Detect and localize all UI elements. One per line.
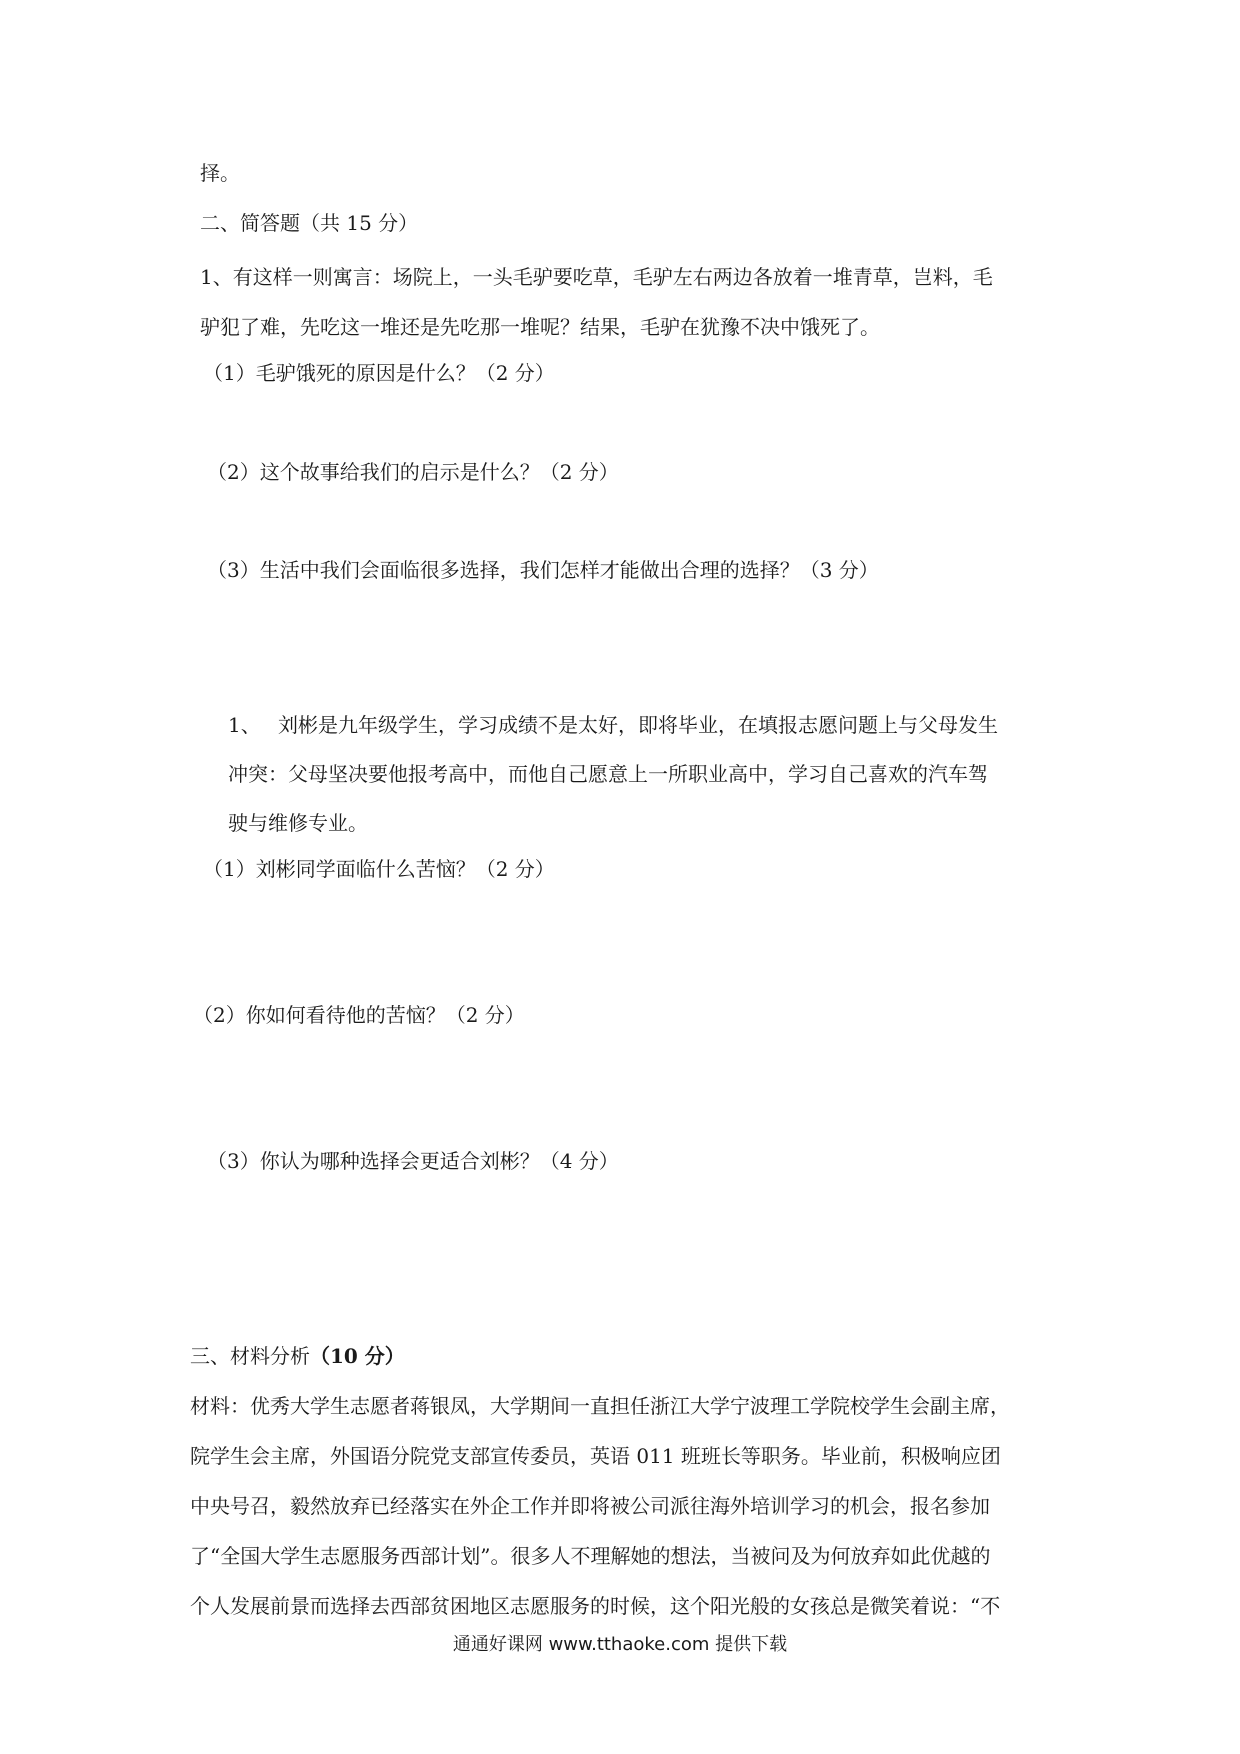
q2-sub-question-3: （3）你认为哪种选择会更适合刘彬？（4 分） bbox=[207, 1149, 619, 1173]
q2-sub-question-1: （1）刘彬同学面临什么苦恼？（2 分） bbox=[203, 857, 555, 881]
material-line-1: 材料：优秀大学生志愿者蒋银凤，大学期间一直担任浙江大学宁波理工学院校学生会副主席， bbox=[190, 1394, 1010, 1418]
q2-stem-line-1: 刘彬是九年级学生，学习成绩不是太好，即将毕业，在填报志愿问题上与父母发生 bbox=[278, 713, 998, 737]
continuation-line: 择。 bbox=[200, 161, 240, 185]
q1-stem-line-2: 驴犯了难，先吃这一堆还是先吃那一堆呢？结果，毛驴在犹豫不决中饿死了。 bbox=[200, 315, 880, 339]
page-footer: 通通好课网 www.tthaoke.com 提供下载 bbox=[452, 1634, 788, 1655]
material-line-5: 个人发展前景而选择去西部贫困地区志愿服务的时候，这个阳光般的女孩总是微笑着说：“不 bbox=[190, 1594, 1001, 1618]
q2-stem-line-3: 驶与维修专业。 bbox=[228, 811, 368, 835]
section-2-title: 二、简答题（共 15 分） bbox=[200, 211, 419, 235]
q2-sub-question-2: （2）你如何看待他的苦恼？（2 分） bbox=[193, 1003, 525, 1027]
material-line-3: 中央号召，毅然放弃已经落实在外企工作并即将被公司派往海外培训学习的机会，报名参加 bbox=[190, 1494, 990, 1518]
section-3-title-text: 三、材料分析 bbox=[190, 1344, 310, 1368]
q1-sub-question-1: （1）毛驴饿死的原因是什么？（2 分） bbox=[203, 361, 555, 385]
q2-stem-line-2: 冲突：父母坚决要他报考高中，而他自己愿意上一所职业高中，学习自己喜欢的汽车驾 bbox=[228, 762, 988, 786]
q1-sub-question-3: （3）生活中我们会面临很多选择，我们怎样才能做出合理的选择？（3 分） bbox=[207, 558, 879, 582]
section-3-points: （10 分） bbox=[310, 1344, 405, 1368]
material-line-4: 了“全国大学生志愿服务西部计划”。很多人不理解她的想法，当被问及为何放弃如此优越的 bbox=[190, 1544, 991, 1568]
section-3-title bbox=[190, 1343, 405, 1369]
q1-sub-question-2: （2）这个故事给我们的启示是什么？（2 分） bbox=[207, 460, 619, 484]
material-line-2: 院学生会主席，外国语分院党支部宣传委员，英语 011 班班长等职务。毕业前，积极响应团 bbox=[190, 1444, 1001, 1468]
q2-number: 1、 bbox=[228, 713, 261, 737]
q1-stem-line-1: 1、有这样一则寓言：场院上，一头毛驴要吃草，毛驴左右两边各放着一堆青草，岂料，毛 bbox=[200, 265, 993, 289]
